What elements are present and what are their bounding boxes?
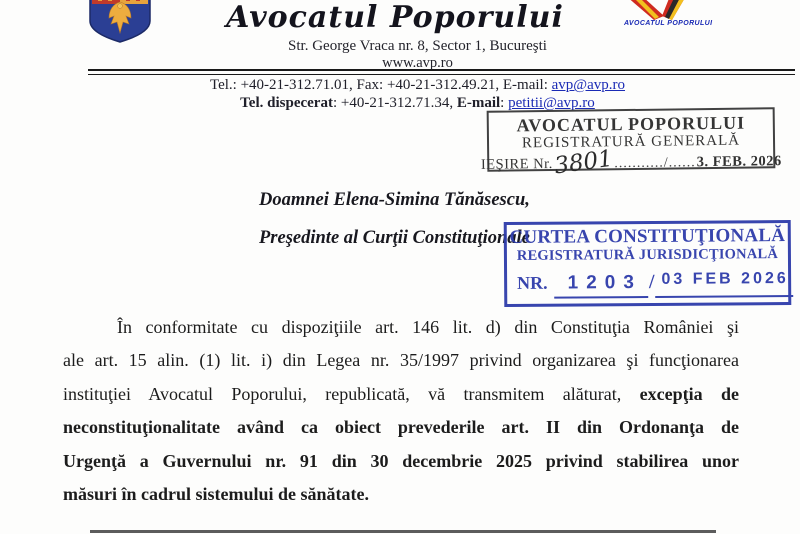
stamp-in-org: CURTEA CONSTITUŢIONALĂ: [509, 225, 786, 248]
body-line-3: [63, 378, 739, 411]
stamp-out-org: AVOCATUL POPORULUI: [516, 112, 746, 136]
stamp-in-department: REGISTRATURĂ JURISDICŢIONALĂ: [516, 246, 779, 264]
body-line-5-bold: Urgenţă a Guvernului nr. 91 din 30 decembrie 2025 privind stabilirea unor: [63, 450, 739, 471]
body-line-1: [63, 311, 739, 344]
recipient-name: Doamnei Elena-Simina Tănăsescu,: [259, 190, 530, 210]
ombudsman-logo-label: AVOCATUL POPORULUI: [624, 20, 713, 27]
ribbon-logo-icon: [612, 0, 732, 32]
stamp-in-date: 03 FEB 2026: [655, 270, 792, 298]
contact-line-1-text: Tel.: +40-21-312.71.01, Fax: +40-21-312.49.21, E-mail:: [209, 77, 552, 93]
body-line-6-bold: măsuri în cadrul sistemului de sănătate.: [63, 484, 370, 505]
email-link-petitii[interactable]: petitii@avp.ro: [508, 95, 595, 111]
letter-body: [63, 311, 739, 511]
header-divider: [88, 69, 795, 75]
outgoing-registry-stamp: [480, 107, 782, 180]
ombudsman-logo: [612, 0, 732, 32]
stamp-out-dotted-line: .........../......: [614, 155, 696, 172]
court-registry-stamp: [504, 220, 792, 307]
stamp-out-number-row: [480, 145, 782, 180]
recipient-title: Preşedinte al Curţii Constituţionale: [259, 228, 530, 248]
body-line-1-text: În conformitate cu dispoziţiile art. 146 lit. d) din Constituţia României şi: [117, 317, 739, 337]
body-line-6: [63, 478, 739, 511]
stamp-in-number-row: [507, 262, 788, 303]
stamp-out-handwritten-number: 3801: [553, 145, 615, 180]
body-line-4-bold: neconstituţionalitate având ca obiect prevederile art. II din Ordonanţa de: [63, 417, 739, 438]
contact-line-1: [35, 77, 800, 94]
stamp-out-department: REGISTRATURĂ GENERALĂ: [521, 132, 741, 152]
stamp-out-issue-label: IEŞIRE Nr.: [480, 155, 553, 173]
body-line-3-text: instituţiei Avocatul Poporului, republicată, vă transmitem alăturat,: [63, 383, 640, 404]
body-line-3-bold: excepţia de: [639, 383, 739, 404]
body-line-5: [63, 445, 739, 478]
body-line-4: [63, 411, 739, 444]
email-link-avp[interactable]: avp@avp.ro: [551, 77, 626, 93]
email-colon: :: [500, 95, 509, 111]
cropped-text-edge: [90, 530, 716, 533]
dispatch-label: Tel. dispecerat: [240, 95, 333, 111]
body-line-2-text: ale art. 15 alin. (1) lit. i) din Legea nr. 35/1997 privind organizarea şi funcţionarea: [63, 350, 739, 371]
institution-title: Avocatul Poporului: [226, 0, 564, 35]
stamp-out-date: 3. FEB. 2026: [696, 153, 782, 171]
email-label: E-mail: [456, 95, 501, 111]
stamp-in-slash: /: [648, 270, 655, 293]
stamp-in-number: 1203: [554, 272, 648, 299]
stamp-in-nr-label: NR.: [517, 272, 548, 293]
institution-address: Str. George Vraca nr. 8, Sector 1, Bucureşti: [288, 38, 547, 54]
dispatch-number: : +40-21-312.71.34,: [332, 95, 457, 111]
institution-website: www.avp.ro: [382, 55, 453, 71]
body-line-2: [63, 344, 739, 377]
